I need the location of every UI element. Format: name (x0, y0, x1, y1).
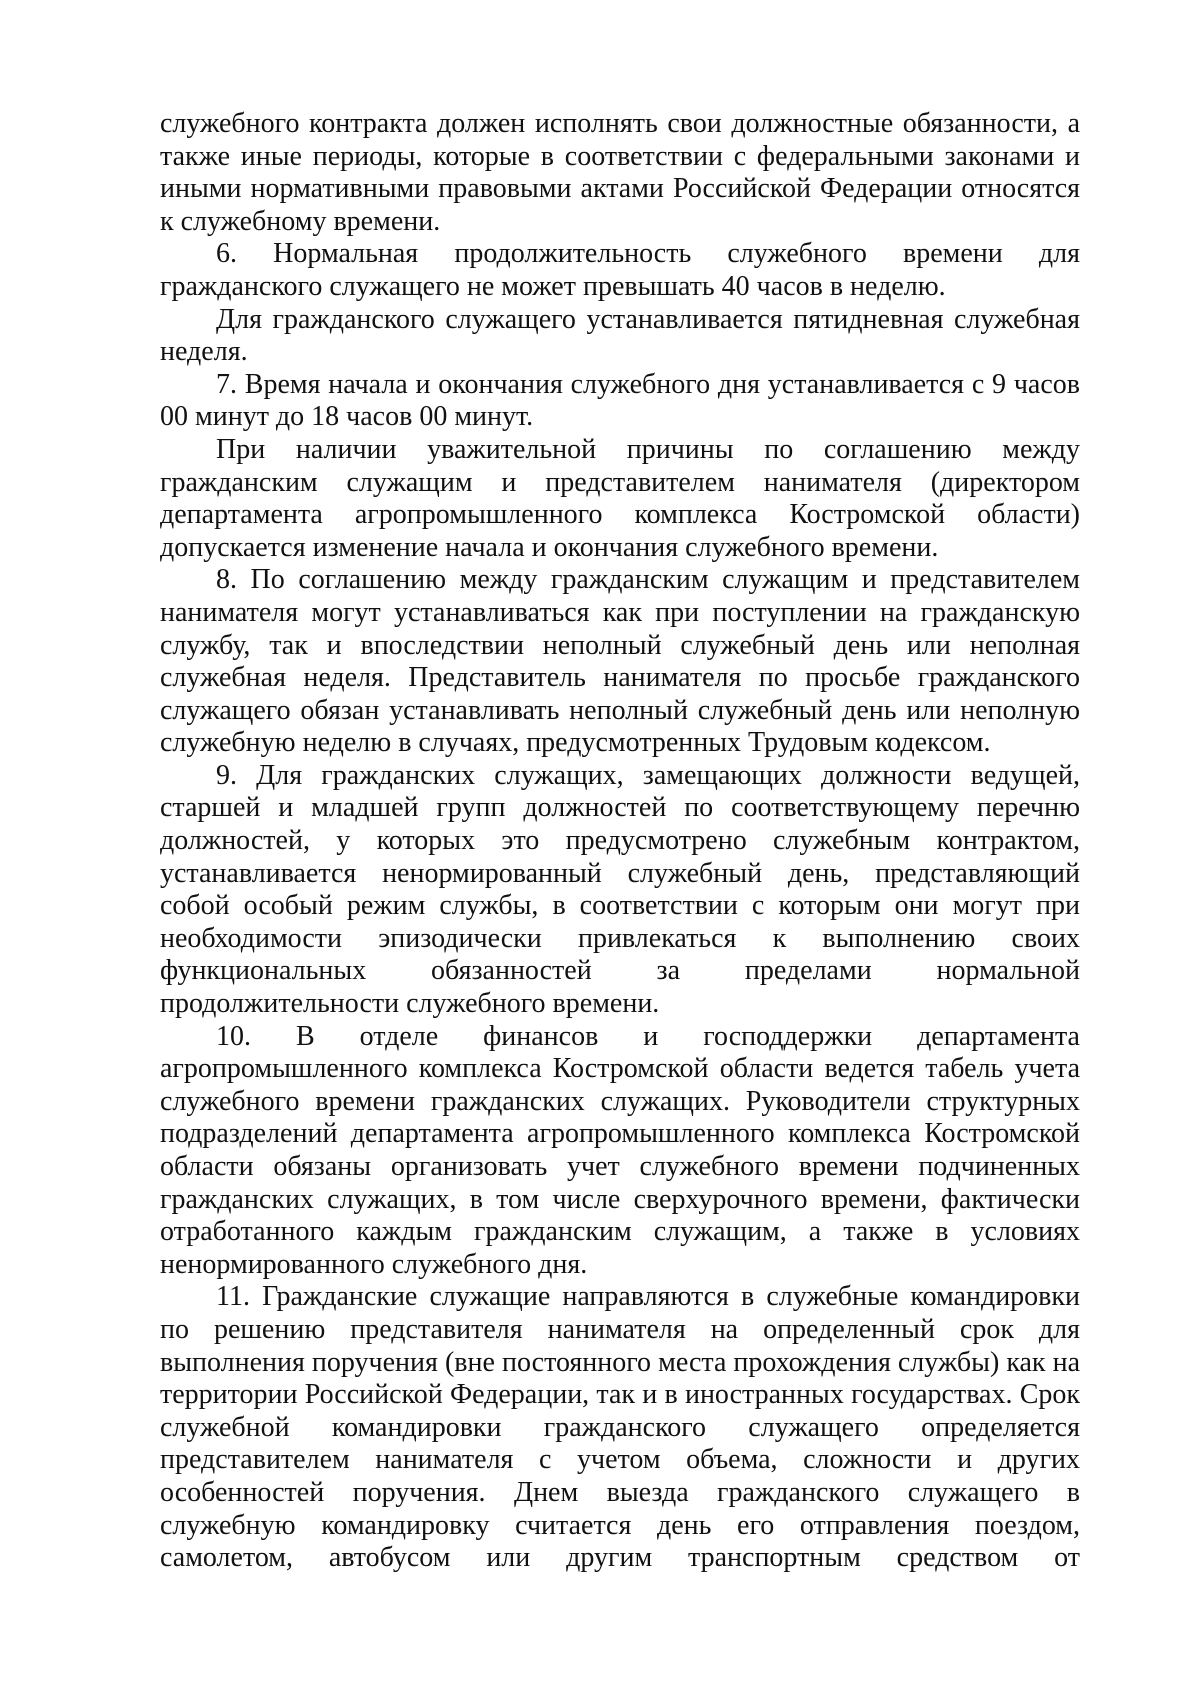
paragraph-item-7: 7. Время начала и окончания служебного дня устанавливается с 9 часов 00 минут до 18 часов 00 минут. (160, 368, 1080, 433)
paragraph-item-11: 11. Гражданские служащие направляются в служебные командировки по решению представителя нанимателя на определенный срок для выполнения поручения (вне постоянного места прохождения службы) как на территории Российской Федерации, так и в иностранных государствах. Срок служебной командировки гражданского служащего определяется представителем нанимателя с учетом объема, сложности и других особенностей поручения. Днем выезда гражданского служащего в служебную командировку считается день его отправления поездом, самолетом, автобусом или другим транспортным средством от (160, 1281, 1080, 1574)
paragraph-item-9: 9. Для гражданских служащих, замещающих должности ведущей, старшей и младшей групп должностей по соответствующему перечню должностей, у которых это предусмотрено служебным контрактом, устанавливается ненормированный служебный день, представляющий собой особый режим службы, в соответствии с которым они могут при необходимости эпизодически привлекаться к выполнению своих функциональных обязанностей за пределами нормальной продолжительности служебного времени. (160, 759, 1080, 1020)
paragraph-item-10: 10. В отделе финансов и господдержки департамента агропромышленного комплекса Костромской области ведется табель учета служебного времени гражданских служащих. Руководители структурных подразделений департамента агропромышленного комплекса Костромской области обязаны организовать учет служебного времени подчиненных гражданских служащих, в том числе сверхурочного времени, фактически отработанного каждым гражданским служащим, а также в условиях ненормированного служебного дня. (160, 1020, 1080, 1280)
paragraph-item-6: 6. Нормальная продолжительность служебного времени для гражданского служащего не может превышать 40 часов в неделю. (160, 238, 1080, 302)
paragraph-continuation: служебного контракта должен исполнять свои должностные обязанности, а также иные периоды, которые в соответствии с федеральными законами и иными нормативными правовыми актами Российской Федерации относятся к служебному времени. (160, 108, 1080, 237)
paragraph-item-8: 8. По соглашению между гражданским служащим и представителем нанимателя могут устанавливаться как при поступлении на гражданскую службу, так и впоследствии неполный служебный день или неполная служебная неделя. Представитель нанимателя по просьбе гражданского служащего обязан устанавливать неполный служебный день или неполную служебную неделю в случаях, предусмотренных Трудовым кодексом. (160, 564, 1080, 759)
paragraph-schedule-change: При наличии уважительной причины по соглашению между гражданским служащим и представителем нанимателя (директором департамента агропромышленного комплекса Костромской области) допускается изменение начала и окончания служебного времени. (160, 433, 1080, 563)
document-page (160, 108, 1080, 1575)
paragraph-five-day-week: Для гражданского служащего устанавливается пятидневная служебная неделя. (160, 303, 1080, 368)
